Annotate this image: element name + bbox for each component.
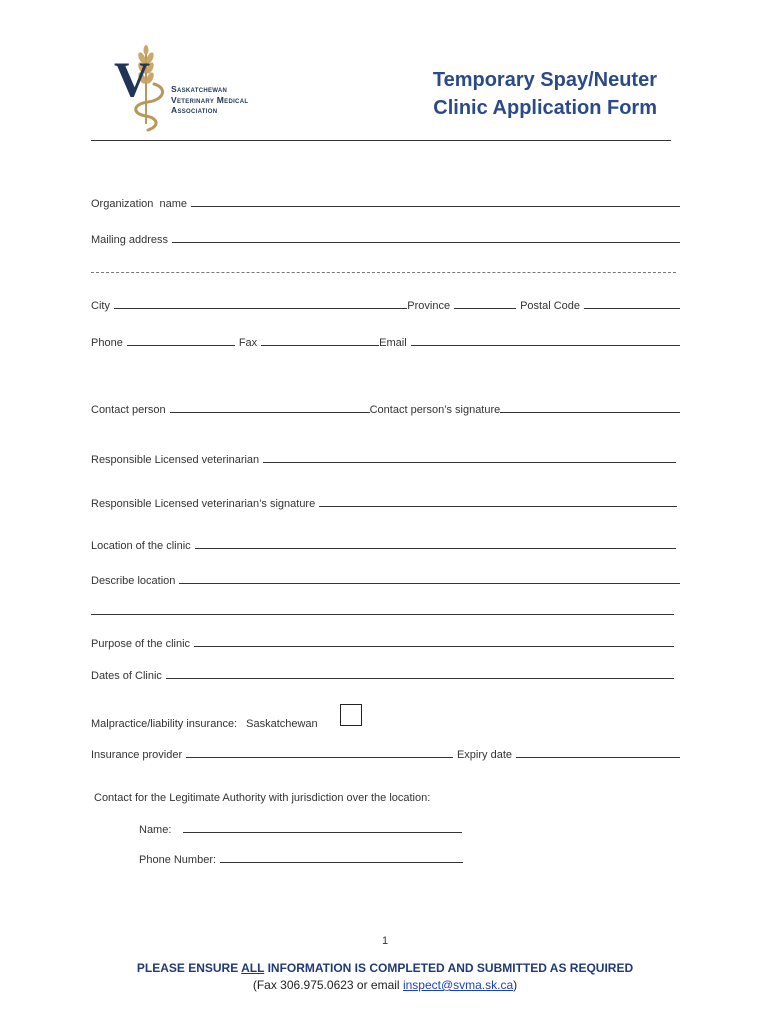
notice-all: ALL bbox=[241, 961, 265, 975]
malpractice-row bbox=[91, 712, 351, 730]
form-title-line-2: Clinic Application Form bbox=[433, 97, 657, 119]
saskatchewan-label: Saskatchewan bbox=[246, 718, 318, 730]
city-label: City bbox=[91, 300, 110, 312]
responsible-vet-signature-row bbox=[91, 492, 677, 510]
insurance-provider-field[interactable] bbox=[186, 744, 453, 758]
phone-field[interactable] bbox=[127, 332, 235, 346]
province-field[interactable] bbox=[454, 295, 516, 309]
contact-person-label: Contact person bbox=[91, 404, 166, 416]
email-field[interactable] bbox=[411, 332, 680, 346]
contact-person-row bbox=[91, 398, 680, 416]
authority-name-field[interactable] bbox=[183, 819, 462, 833]
fax-email-line bbox=[0, 978, 770, 992]
describe-location-label: Describe location bbox=[91, 575, 176, 587]
authority-phone-row bbox=[139, 848, 463, 866]
city-field[interactable] bbox=[114, 295, 407, 309]
dates-field[interactable] bbox=[166, 665, 674, 679]
notice-pre: PLEASE ENSURE bbox=[136, 961, 242, 975]
notice-post: INFORMATION IS COMPLETED AND SUBMITTED AS REQUIRED bbox=[264, 961, 634, 975]
authority-phone-field[interactable] bbox=[220, 849, 463, 863]
contact-signature-field[interactable] bbox=[500, 399, 680, 413]
form-title bbox=[397, 66, 657, 122]
expiry-date-field[interactable] bbox=[516, 744, 680, 758]
city-province-postal-row bbox=[91, 294, 680, 312]
purpose-row bbox=[91, 632, 674, 650]
logo-line-1: Saskatchewan bbox=[171, 84, 228, 94]
saskatchewan-checkbox[interactable] bbox=[340, 704, 362, 726]
describe-location-row bbox=[91, 569, 680, 587]
malpractice-label: Malpractice/liability insurance: bbox=[91, 718, 238, 730]
authority-heading: Contact for the Legitimate Authority with jurisdiction over the location: bbox=[94, 792, 431, 804]
insurance-row bbox=[91, 743, 680, 761]
email-label: Email bbox=[379, 337, 407, 349]
describe-location-field[interactable] bbox=[179, 570, 680, 584]
responsible-vet-label: Responsible Licensed veterinarian bbox=[91, 454, 260, 466]
clinic-location-field[interactable] bbox=[195, 535, 676, 549]
svg-text:V: V bbox=[114, 51, 151, 107]
purpose-field[interactable] bbox=[194, 633, 674, 647]
province-label: Province bbox=[407, 300, 451, 312]
logo-org-name bbox=[171, 84, 301, 116]
fax-text: (Fax 306.975.0623 or email bbox=[252, 978, 403, 992]
postal-code-field[interactable] bbox=[584, 295, 680, 309]
contact-person-field[interactable] bbox=[170, 399, 370, 413]
organization-name-label: Organization name bbox=[91, 198, 187, 210]
fax-label: Fax bbox=[238, 337, 258, 349]
describe-location-field-line-2[interactable] bbox=[91, 614, 674, 615]
responsible-vet-row bbox=[91, 448, 676, 466]
mailing-address-field-line-2[interactable] bbox=[91, 272, 676, 273]
mailing-address-label: Mailing address bbox=[91, 234, 169, 246]
form-title-line-1: Temporary Spay/Neuter bbox=[432, 69, 657, 91]
fax-close: ) bbox=[513, 978, 518, 992]
email-link[interactable]: inspect@svma.sk.ca bbox=[402, 978, 514, 992]
authority-phone-label: Phone Number: bbox=[139, 854, 217, 866]
responsible-vet-field[interactable] bbox=[263, 449, 676, 463]
authority-heading-row bbox=[94, 786, 683, 804]
mailing-address-row bbox=[91, 228, 680, 246]
phone-label: Phone bbox=[91, 337, 123, 349]
mailing-address-field[interactable] bbox=[172, 229, 680, 243]
authority-name-label: Name: bbox=[139, 824, 172, 836]
insurance-provider-label: Insurance provider bbox=[91, 749, 183, 761]
postal-code-label: Postal Code bbox=[520, 300, 580, 312]
page-number: 1 bbox=[381, 935, 389, 947]
expiry-date-label: Expiry date bbox=[456, 749, 512, 761]
logo-line-2: Veterinary Medical bbox=[171, 94, 249, 105]
contact-signature-label: Contact person’s signature bbox=[369, 404, 501, 416]
completion-notice bbox=[0, 961, 770, 975]
responsible-vet-signature-field[interactable] bbox=[319, 493, 677, 507]
purpose-label: Purpose of the clinic bbox=[91, 638, 191, 650]
responsible-vet-signature-label: Responsible Licensed veterinarian’s signature bbox=[91, 498, 316, 510]
phone-fax-email-row bbox=[91, 331, 680, 349]
logo-line-3: Association bbox=[171, 105, 218, 115]
dates-label: Dates of Clinic bbox=[91, 670, 162, 682]
organization-name-field[interactable] bbox=[191, 193, 680, 207]
fax-field[interactable] bbox=[261, 332, 379, 346]
dates-row bbox=[91, 664, 674, 682]
header-separator bbox=[91, 140, 671, 141]
organization-name-row bbox=[91, 192, 680, 210]
clinic-location-label: Location of the clinic bbox=[91, 540, 191, 552]
clinic-location-row bbox=[91, 534, 676, 552]
authority-name-row bbox=[139, 818, 462, 836]
